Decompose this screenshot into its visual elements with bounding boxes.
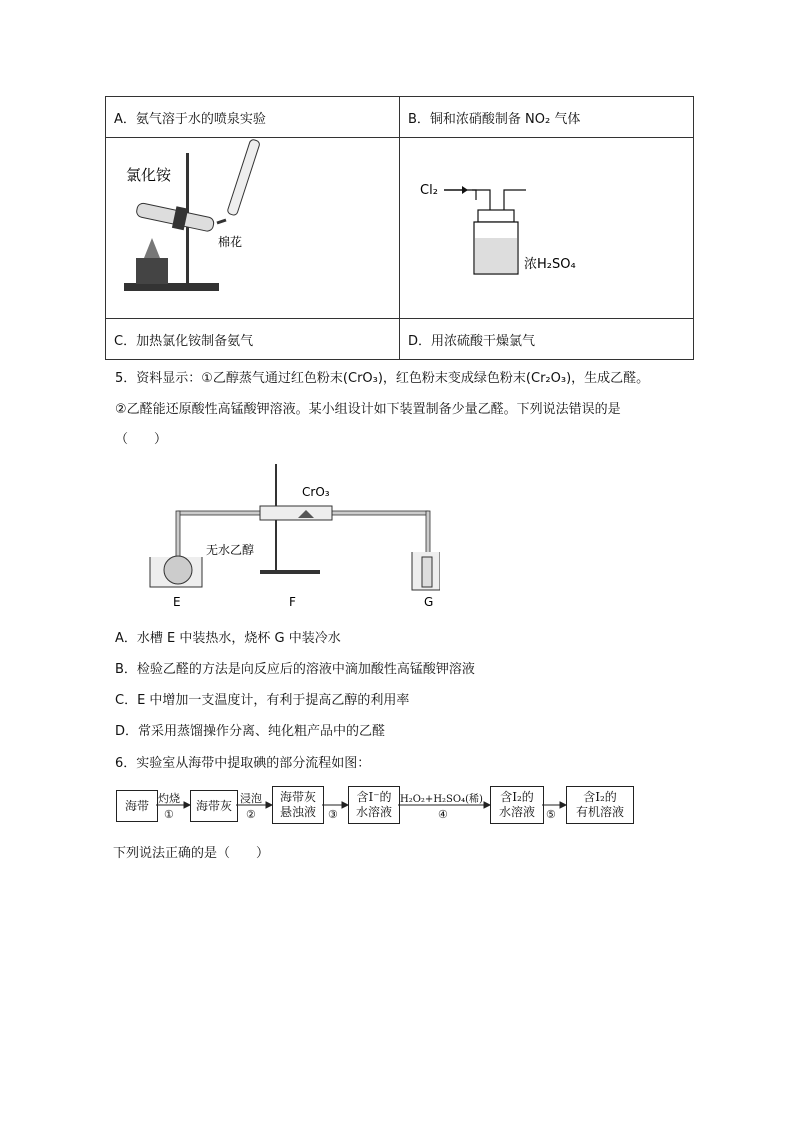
label-g: G xyxy=(424,595,434,609)
arrow4-label-bottom: ④ xyxy=(438,808,448,821)
label-f: F xyxy=(289,595,296,609)
q5-line1: 5．资料显示：①乙醇蒸气通过红色粉末(CrO₃)，红色粉末变成绿色粉末(Cr₂O₃)，生成乙醛。 xyxy=(115,371,650,386)
flow-box-5: 含I₂的 水溶液 xyxy=(490,786,544,824)
cell-a: A．氨气溶于水的喷泉实验 xyxy=(106,97,400,138)
label-ethanol: 无水乙醇 xyxy=(206,543,255,557)
label-e: E xyxy=(173,595,181,609)
q5-option-c: C．E 中增加一支温度计，有利于提高乙醇的利用率 xyxy=(115,693,410,708)
label-h2so4: 浓H₂SO₄ xyxy=(524,257,576,272)
arrow4-label-top: H₂O₂+H₂SO₄(稀) xyxy=(400,794,483,805)
q5-line2: ②乙醛能还原酸性高锰酸钾溶液。某小组设计如下装置制备少量乙醛。下列说法错误的是 xyxy=(115,402,621,417)
label-cl2: Cl₂ xyxy=(420,183,438,198)
flow-box-3: 海带灰 悬浊液 xyxy=(272,786,324,824)
cell-d: D．用浓硫酸干燥氯气 xyxy=(400,319,694,360)
q5-option-d: D．常采用蒸馏操作分离、纯化粗产品中的乙醛 xyxy=(115,724,386,739)
flow-box-2: 海带灰 xyxy=(190,790,238,822)
cell-b: B．铜和浓硝酸制备 NO₂ 气体 xyxy=(400,97,694,138)
flow-box-1: 海带 xyxy=(116,790,158,822)
arrow2-label-bottom: ② xyxy=(246,808,256,821)
q5-line3: （ ） xyxy=(115,432,168,447)
q5-option-b: B．检验乙醛的方法是向反应后的溶液中滴加酸性高锰酸钾溶液 xyxy=(115,662,475,677)
label-ammonium-chloride: 氯化铵 xyxy=(126,166,172,184)
label-cotton: 棉花 xyxy=(218,235,243,249)
q6-question: 下列说法正确的是（ ） xyxy=(113,846,270,861)
label-cro3: CrO₃ xyxy=(302,485,330,499)
arrow1-label-top: 灼烧 xyxy=(158,792,180,805)
arrow2-label-top: 浸泡 xyxy=(240,792,262,805)
flow-box-6: 含I₂的 有机溶液 xyxy=(566,786,634,824)
q5-option-a: A．水槽 E 中装热水，烧杯 G 中装冷水 xyxy=(115,631,341,646)
flow-box-4: 含I⁻的 水溶液 xyxy=(348,786,400,824)
arrow3-label-bottom: ③ xyxy=(328,808,338,821)
q6-stem: 6．实验室从海带中提取碘的部分流程如图： xyxy=(115,756,371,771)
cell-c: C．加热氯化铵制备氨气 xyxy=(106,319,400,360)
arrow5-label-bottom: ⑤ xyxy=(546,808,556,821)
arrow1-label-bottom: ① xyxy=(164,808,174,821)
